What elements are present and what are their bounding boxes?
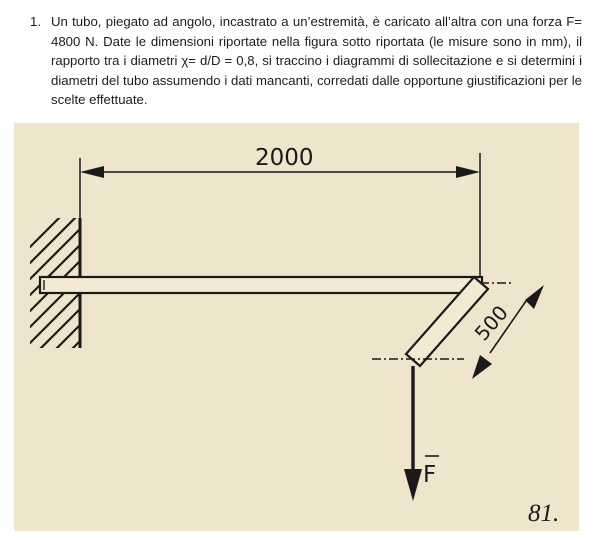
force-arrow [404, 366, 422, 501]
dimension-2000-label: 2000 [255, 145, 314, 171]
problem-number: 1. [30, 14, 41, 29]
figure-drawing [14, 123, 579, 531]
page-number: 81. [528, 500, 560, 527]
problem-statement [30, 12, 582, 110]
wall-hatching [24, 197, 80, 397]
problem-text: Un tubo, piegato ad angolo, incastrato a un’estremità, è caricato all’altra con una forza F= 4800 N. Date le dimensioni riportate nella figura sotto riportata (le misure sono in mm), il rapporto tra i diametri χ= d/D = 0,8, si traccino i diagrammi di sollecitazione e si determini i diametri del tubo assumendo i dati mancanti, corredati dalle opportune giustificazioni per le scelte effettuate. [51, 14, 582, 107]
force-label: F [423, 462, 437, 488]
tube-horizontal [40, 277, 482, 293]
technical-figure [14, 123, 579, 531]
dimension-500-label: 500 [469, 300, 513, 346]
